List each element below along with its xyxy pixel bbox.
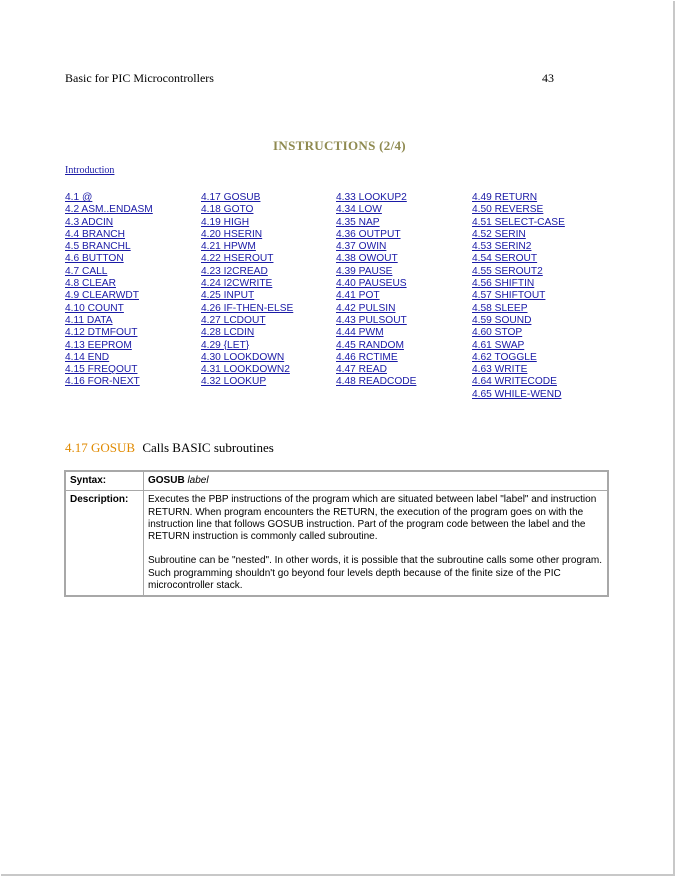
instruction-link[interactable]: 4.6 BUTTON bbox=[65, 253, 124, 265]
instruction-link[interactable]: 4.9 CLEARWDT bbox=[65, 290, 139, 302]
page-frame bbox=[1, 1, 675, 876]
instruction-link[interactable]: 4.56 SHIFTIN bbox=[472, 278, 535, 290]
instruction-link[interactable]: 4.48 READCODE bbox=[336, 376, 417, 388]
instruction-index bbox=[65, 192, 585, 407]
instruction-link[interactable]: 4.55 SEROUT2 bbox=[472, 265, 543, 277]
page-title: INSTRUCTIONS (2/4) bbox=[273, 138, 406, 153]
instruction-link[interactable]: 4.49 RETURN bbox=[472, 192, 538, 203]
syntax-row bbox=[65, 471, 608, 491]
description-label: Description: bbox=[65, 491, 144, 597]
section-description: Calls BASIC subroutines bbox=[142, 440, 274, 455]
instruction-table bbox=[64, 470, 609, 597]
instruction-link[interactable]: 4.64 WRITECODE bbox=[472, 376, 557, 388]
instruction-link[interactable]: 4.12 DTMFOUT bbox=[65, 327, 138, 339]
instruction-link[interactable]: 4.20 HSERIN bbox=[201, 228, 263, 240]
instruction-link[interactable]: 4.30 LOOKDOWN bbox=[201, 351, 285, 363]
instruction-link[interactable]: 4.35 NAP bbox=[336, 216, 380, 228]
instruction-link[interactable]: 4.26 IF-THEN-ELSE bbox=[201, 302, 294, 314]
instruction-link[interactable]: 4.17 GOSUB bbox=[201, 192, 261, 203]
instruction-link[interactable]: 4.36 OUTPUT bbox=[336, 228, 401, 240]
instruction-column-1 bbox=[65, 192, 153, 389]
section-heading bbox=[65, 440, 274, 456]
instruction-link[interactable]: 4.37 OWIN bbox=[336, 241, 387, 253]
instruction-link[interactable]: 4.16 FOR-NEXT bbox=[65, 376, 140, 388]
instruction-link[interactable]: 4.5 BRANCHL bbox=[65, 241, 131, 253]
instruction-link[interactable]: 4.52 SERIN bbox=[472, 228, 526, 240]
instruction-link[interactable]: 4.29 {LET} bbox=[201, 339, 250, 351]
instruction-link[interactable]: 4.2 ASM..ENDASM bbox=[65, 204, 153, 216]
instruction-link[interactable]: 4.23 I2CREAD bbox=[201, 265, 268, 277]
description-paragraph-1: Executes the PBP instructions of the program which are situated between label "label" and instruction RETURN. When program encounters the RETURN, the execution of the program goes on with the instruction line that follows GOSUB instruction. Part of the program code between the label and the RETURN instruction is commonly called subroutine. bbox=[148, 494, 597, 543]
instruction-link[interactable]: 4.59 SOUND bbox=[472, 314, 532, 326]
instruction-link[interactable]: 4.42 PULSIN bbox=[336, 302, 396, 314]
instruction-link[interactable]: 4.22 HSEROUT bbox=[201, 253, 274, 265]
instruction-link[interactable]: 4.58 SLEEP bbox=[472, 302, 528, 314]
instruction-link[interactable]: 4.44 PWM bbox=[336, 327, 384, 339]
instruction-link[interactable]: 4.65 WHILE-WEND bbox=[472, 388, 562, 400]
instruction-link[interactable]: 4.50 REVERSE bbox=[472, 204, 544, 216]
book-title: Basic for PIC Microcontrollers bbox=[65, 71, 214, 85]
instruction-link[interactable]: 4.21 HPWM bbox=[201, 241, 256, 253]
section-number: 4.17 GOSUB bbox=[65, 440, 136, 455]
syntax-keyword: GOSUB bbox=[148, 475, 185, 486]
instruction-link[interactable]: 4.1 @ bbox=[65, 192, 93, 203]
instruction-link[interactable]: 4.41 POT bbox=[336, 290, 380, 302]
instruction-link[interactable]: 4.28 LCDIN bbox=[201, 327, 255, 339]
description-paragraph-2: Subroutine can be "nested". In other words, it is possible that the subroutine calls some other program. Such programming shouldn't go beyond four levels depth because of the finite size of the PIC microcontroller stack. bbox=[148, 555, 603, 592]
instruction-link[interactable]: 4.15 FREQOUT bbox=[65, 364, 138, 376]
instruction-link[interactable]: 4.51 SELECT-CASE bbox=[472, 216, 565, 228]
instruction-link[interactable]: 4.34 LOW bbox=[336, 204, 382, 216]
instruction-link[interactable]: 4.32 LOOKUP bbox=[201, 376, 267, 388]
instruction-link[interactable]: 4.47 READ bbox=[336, 364, 387, 376]
syntax-value bbox=[144, 471, 609, 491]
description-value bbox=[144, 491, 609, 597]
instruction-link[interactable]: 4.8 CLEAR bbox=[65, 278, 116, 290]
instruction-link[interactable]: 4.57 SHIFTOUT bbox=[472, 290, 546, 302]
instruction-link[interactable]: 4.63 WRITE bbox=[472, 364, 528, 376]
instruction-link[interactable]: 4.61 SWAP bbox=[472, 339, 525, 351]
instruction-link[interactable]: 4.39 PAUSE bbox=[336, 265, 393, 277]
instruction-link[interactable]: 4.13 EEPROM bbox=[65, 339, 132, 351]
instruction-link[interactable]: 4.19 HIGH bbox=[201, 216, 250, 228]
introduction-link[interactable]: Introduction bbox=[65, 165, 115, 176]
instruction-link[interactable]: 4.45 RANDOM bbox=[336, 339, 404, 351]
instruction-link[interactable]: 4.25 INPUT bbox=[201, 290, 255, 302]
syntax-argument: label bbox=[187, 475, 209, 486]
instruction-link[interactable]: 4.7 CALL bbox=[65, 265, 108, 277]
instruction-link[interactable]: 4.10 COUNT bbox=[65, 302, 124, 314]
instruction-link[interactable]: 4.31 LOOKDOWN2 bbox=[201, 364, 290, 376]
instruction-link[interactable]: 4.53 SERIN2 bbox=[472, 241, 532, 253]
instruction-link[interactable]: 4.38 OWOUT bbox=[336, 253, 398, 265]
instruction-link[interactable]: 4.54 SEROUT bbox=[472, 253, 538, 265]
instruction-link[interactable]: 4.33 LOOKUP2 bbox=[336, 192, 407, 203]
page-number: 43 bbox=[542, 71, 554, 85]
instruction-link[interactable]: 4.11 DATA bbox=[65, 314, 113, 326]
instruction-link[interactable]: 4.27 LCDOUT bbox=[201, 314, 266, 326]
instruction-column-2 bbox=[201, 192, 293, 389]
instruction-link[interactable]: 4.3 ADCIN bbox=[65, 216, 114, 228]
instruction-column-3 bbox=[336, 192, 416, 389]
instruction-link[interactable]: 4.14 END bbox=[65, 351, 110, 363]
syntax-label: Syntax: bbox=[65, 471, 144, 491]
instruction-link[interactable]: 4.24 I2CWRITE bbox=[201, 278, 273, 290]
instruction-link[interactable]: 4.46 RCTIME bbox=[336, 351, 398, 363]
instruction-column-4 bbox=[472, 192, 565, 401]
instruction-link[interactable]: 4.60 STOP bbox=[472, 327, 523, 339]
instruction-link[interactable]: 4.40 PAUSEUS bbox=[336, 278, 407, 290]
description-row bbox=[65, 491, 608, 597]
instruction-link[interactable]: 4.18 GOTO bbox=[201, 204, 254, 216]
instruction-link[interactable]: 4.4 BRANCH bbox=[65, 228, 126, 240]
instruction-link[interactable]: 4.43 PULSOUT bbox=[336, 314, 407, 326]
instruction-link[interactable]: 4.62 TOGGLE bbox=[472, 351, 537, 363]
